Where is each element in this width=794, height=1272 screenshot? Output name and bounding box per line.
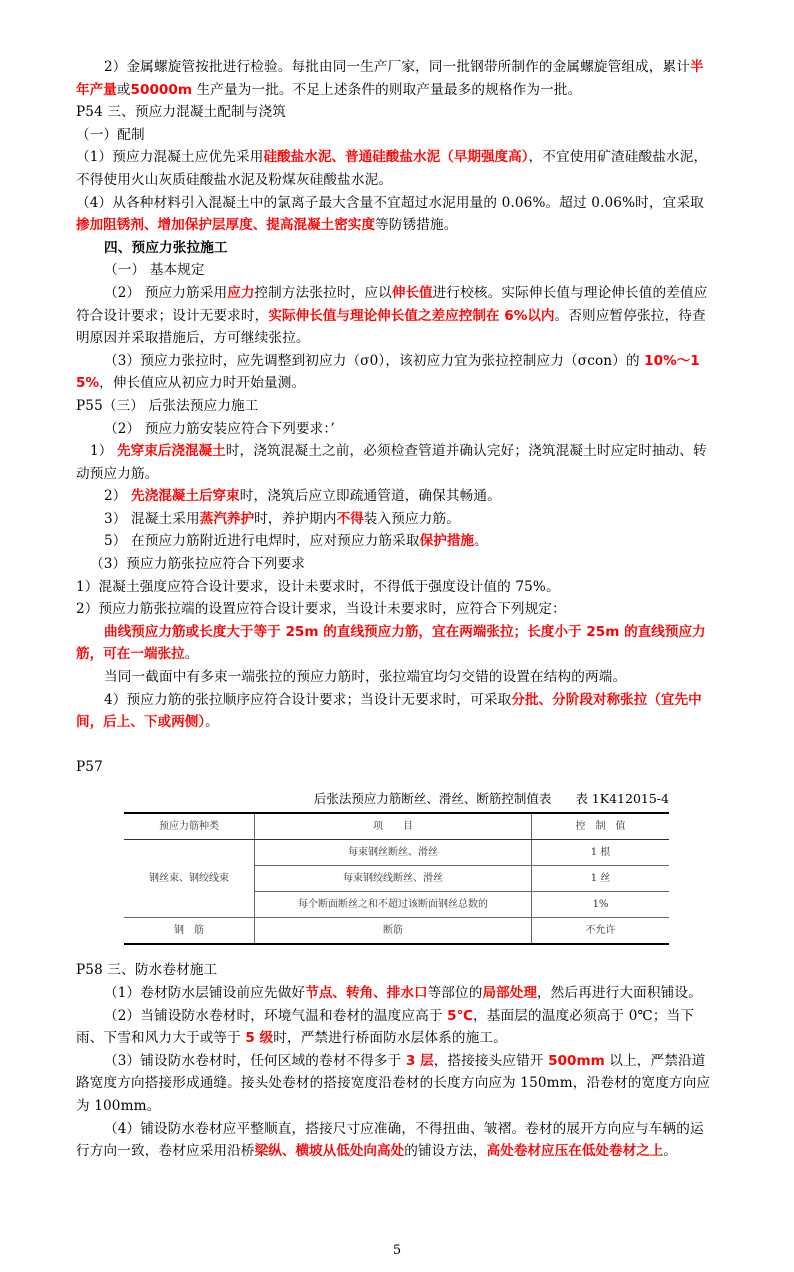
text: （3）铺设防水卷材时，任何区域的卷材不得多于	[104, 1052, 406, 1069]
value-cell: 1%	[532, 892, 670, 918]
paragraph-elongation	[76, 282, 716, 350]
text: 2）金属螺旋管按批进行检验。每批由同一生产厂家，同一批钢带所制作的金属螺旋管组成，累计	[104, 59, 691, 75]
table-caption	[124, 790, 669, 808]
subheading-installation: （2） 预应力筋安装应符合下列要求：’	[104, 420, 335, 437]
highlight: 节点、转角、排水口	[305, 985, 428, 1001]
text: 控制方法张拉时，应以	[254, 284, 392, 301]
value-cell: 1 丝	[532, 866, 670, 892]
subheading-basic-rules: （一） 基本规定	[104, 262, 205, 279]
paragraph-chloride	[76, 192, 716, 237]
highlight: 先浇混凝土后穿束	[131, 488, 240, 505]
table-row	[124, 918, 669, 945]
text: 以上，严禁沿道路宽度方向搭接形成通缝。接头处卷材的搭接宽度沿卷材的长度方向应为 150mm，沿卷材的宽度方向应为 100mm。	[76, 1052, 711, 1114]
paragraph-concrete-strength: 1）混凝土强度应符合设计要求，设计未要求时，不得低于强度设计值的 75%。	[76, 578, 560, 595]
highlight: 应力	[227, 284, 255, 301]
value-cell: 不允许	[532, 918, 670, 945]
text: （4）铺设防水卷材应平整顺直，搭接尺寸应准确，不得扭曲、皱褶。卷材的展开方向应与车辆的运行方向一致，卷材应采用沿桥	[76, 1120, 704, 1160]
header-cell: 预应力筋种类	[124, 813, 255, 840]
control-value-table	[124, 812, 669, 945]
paragraph-spiral-pipe-inspection	[76, 56, 716, 101]
page-ref-p57: P57	[76, 758, 103, 775]
item-cell: 每束钢绞线断丝、滑丝	[255, 866, 532, 892]
section-heading-p58: P58 三、防水卷材施工	[76, 962, 218, 979]
header-cell: 控 制 值	[532, 813, 670, 840]
paragraph-membrane-2	[76, 1005, 716, 1050]
text: 时，严禁进行桥面防水层体系的施工。	[273, 1030, 507, 1047]
item-cell: 每个断面断丝之和不超过该断面钢丝总数的	[255, 892, 532, 918]
highlight: 不得	[336, 510, 364, 527]
paragraph-membrane-3	[76, 1050, 716, 1118]
text: 等防锈措施。	[375, 217, 458, 234]
list-item-2	[76, 485, 716, 508]
text: 。	[184, 646, 199, 663]
text: 。	[474, 533, 488, 550]
text: 的铺设方法，	[404, 1143, 487, 1160]
subheading-mix: （一）配制	[76, 126, 145, 143]
highlight: 保护措施	[419, 533, 475, 550]
table-wrapper	[124, 812, 669, 945]
text: （1）卷材防水层铺设前应先做好	[104, 985, 306, 1001]
highlight: 先穿束后浇混凝土	[117, 443, 226, 460]
table-number: 表 1K412015-4	[575, 791, 669, 807]
subheading-tension-requirements: （3）预应力筋张拉应符合下列要求	[90, 556, 305, 573]
text: 等部位的	[427, 985, 483, 1001]
highlight: 实际伸长值与理论伸长值之差应控制在 6%以内	[268, 307, 555, 324]
group-cell: 钢丝束、钢绞线束	[124, 840, 255, 918]
text: 4）预应力筋的张拉顺序应符合设计要求；当设计无要求时，可采取	[104, 691, 512, 708]
highlight: 高处卷材应压在低处卷材之上	[486, 1143, 664, 1160]
highlight: 硅酸盐水泥、普通硅酸盐水泥（早期强度高）	[263, 149, 529, 166]
highlight: 蒸汽养护	[199, 510, 255, 527]
list-item-1	[76, 440, 716, 485]
highlight: 掺加阻锈剂、增加保护层厚度、提高混凝土密实度	[76, 217, 376, 234]
list-item-3	[76, 508, 716, 531]
paragraph-initial-stress	[76, 350, 716, 395]
text: ，不宜使用矿渣硅酸盐水泥，不得使用火山灰质硅酸盐水泥及粉煤灰硅酸盐水泥。	[76, 149, 708, 188]
highlight: 3 层	[405, 1052, 434, 1069]
item-cell: 每束钢丝断丝、滑丝	[255, 840, 532, 866]
text: ，然后再进行大面积铺设。	[536, 985, 702, 1001]
text: ，伸长值应从初应力时开始量测。	[99, 375, 306, 392]
text: 。	[663, 1143, 678, 1160]
text: 5） 在预应力筋附近进行电焊时，应对预应力筋采取	[104, 533, 420, 550]
value-cell: 1 根	[532, 840, 670, 866]
section-heading-p55: P55（三） 后张法预应力施工	[76, 397, 259, 414]
list-item-5	[76, 530, 716, 553]
item-cell: 断筋	[255, 918, 532, 945]
paragraph-membrane-4	[76, 1118, 716, 1163]
table-title: 后张法预应力筋断丝、滑丝、断筋控制值表	[313, 791, 552, 807]
paragraph-membrane-1	[76, 982, 716, 1005]
text: 时，浇筑后应立即疏通管道，确保其畅通。	[239, 488, 501, 505]
highlight: 局部处理	[482, 985, 537, 1001]
text: 3） 混凝土采用	[104, 510, 200, 527]
text: （1）预应力混凝土应优先采用	[76, 149, 264, 166]
paragraph-tension-sequence	[76, 689, 716, 734]
header-cell: 项 目	[255, 813, 532, 840]
highlight: 曲线预应力筋或长度大于等于 25m 的直线预应力筋，宜在两端张拉；长度小于 25m 的直线预应力筋，可在一端张拉	[76, 623, 706, 663]
paragraph-tension-end: 2）预应力筋张拉端的设置应符合设计要求，当设计未要求时，应符合下列规定：	[76, 601, 566, 618]
highlight: 10%～15%	[76, 352, 700, 392]
highlight: 分批、分阶段对称张拉（宜先中间，后上、下或两侧）	[76, 691, 702, 731]
text: 或	[116, 81, 131, 98]
table-header-row	[124, 813, 669, 840]
table-row	[124, 840, 669, 866]
highlight: 伸长值	[391, 284, 433, 301]
text: 装入预应力筋。	[363, 510, 460, 527]
paragraph-staggered-ends: 当同一截面中有多束一端张拉的预应力筋时，张拉端宜均匀交错的设置在结构的两端。	[104, 669, 627, 686]
text: （2） 预应力筋采用	[104, 284, 228, 301]
highlight: 梁纵、横坡从低处向高处	[254, 1143, 405, 1160]
text: 。	[205, 714, 219, 731]
paragraph-tension-rule	[76, 621, 716, 666]
text: （4）从各种材料引入混凝土中的氯离子最大含量不宜超过水泥用量的 0.06%。超过 0.06%时，宜采取	[76, 194, 704, 211]
text: 2）	[104, 488, 132, 505]
text: （2）当铺设防水卷材时，环境气温和卷材的温度应高于	[104, 1007, 448, 1024]
text: 生产量为一批。不足上述条件的则取产量最多的规格作为一批。	[192, 81, 582, 98]
text: （3）预应力张拉时，应先调整到初应力（σ0），该初应力宜为张拉控制应力（σcon）的	[104, 352, 645, 369]
text: 进行校核。实际伸长值与理论伸长值的差值应符合设计要求；设计无要求时，	[76, 284, 708, 324]
text: 时，养护期内	[254, 510, 337, 527]
paragraph-cement	[76, 146, 716, 191]
text: 1）	[90, 443, 118, 460]
highlight: 50000m	[130, 81, 192, 98]
text: 。否则应暂停张拉，待查明原因并采取措施后，方可继续张拉。	[76, 307, 706, 347]
group-cell: 钢 筋	[124, 918, 255, 945]
section-heading-tensioning: 四、预应力张拉施工	[104, 239, 228, 256]
text: ，基面层的温度必须高于 0℃；当下雨、下雪和风力大于或等于	[76, 1007, 695, 1047]
highlight: 5℃	[447, 1007, 474, 1024]
section-heading-p54: P54 三、预应力混凝土配制与浇筑	[76, 104, 287, 121]
document-page	[76, 0, 716, 1223]
page-number: 5	[392, 1242, 402, 1258]
highlight: 5 级	[245, 1030, 274, 1047]
highlight: 半年产量	[76, 59, 704, 98]
highlight: 500mm	[548, 1052, 605, 1069]
spacer	[76, 734, 716, 756]
text: 时，浇筑混凝土之前，必须检查管道并确认完好；浇筑混凝土时应定时抽动、转动预应力筋。	[76, 443, 707, 482]
text: ，搭接接头应错开	[433, 1052, 549, 1069]
